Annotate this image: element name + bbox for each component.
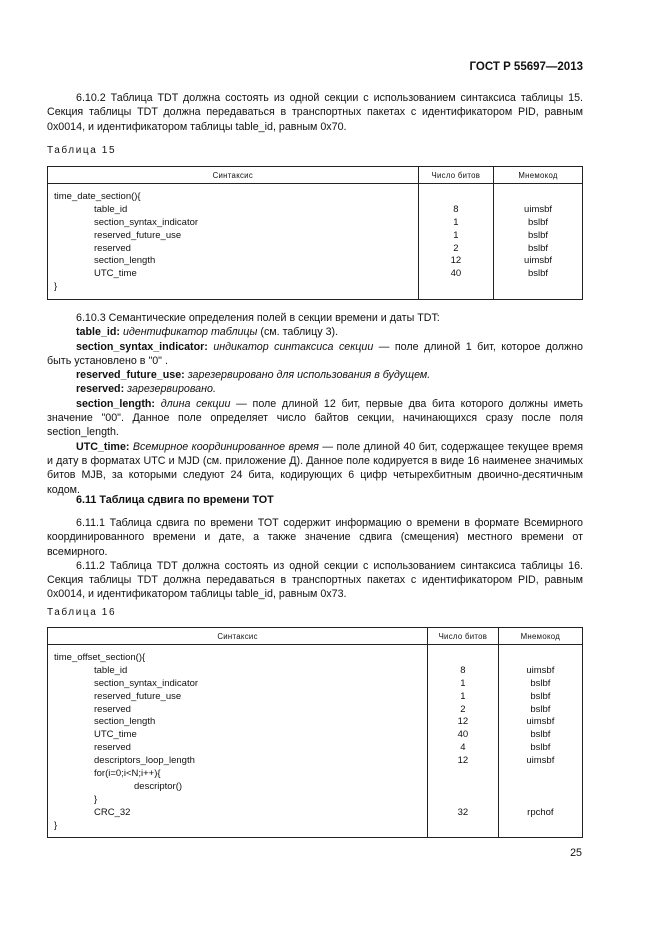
bits-cell: 40 bbox=[418, 267, 493, 280]
table-row bbox=[48, 280, 583, 293]
syntax-cell: time_date_section(){ bbox=[48, 190, 419, 203]
table-row bbox=[48, 677, 583, 690]
mnemonic-cell: bslbf bbox=[494, 242, 583, 255]
spacer-cell bbox=[418, 293, 493, 300]
column-header-bits: Число битов bbox=[418, 167, 493, 184]
syntax-cell: reserved_future_use bbox=[48, 690, 428, 703]
table-row bbox=[48, 741, 583, 754]
table-row bbox=[48, 190, 583, 203]
bits-cell: 2 bbox=[418, 242, 493, 255]
mnemonic-cell bbox=[498, 780, 582, 793]
table-row bbox=[48, 651, 583, 664]
paragraph-text: 6.10.2 Таблица TDT должна состоять из одной секции с использованием синтаксиса таблицы 15. Секция таблицы TDT должна передаваться в транспортных пакетах с идентификатором PID, равным 0x0014, и идентификатором таблицы table_id, равным 0x70. bbox=[47, 92, 583, 133]
table-15-caption: Таблица 15 bbox=[47, 145, 117, 156]
mnemonic-cell: bslbf bbox=[494, 267, 583, 280]
spacer-cell bbox=[48, 831, 428, 838]
mnemonic-cell: uimsbf bbox=[498, 664, 582, 677]
def-section-syntax-indicator: section_syntax_indicator: индикатор синтаксиса секции — поле длиной 1 бит, которое должно быть установлено в "0" . bbox=[47, 340, 583, 367]
table-row bbox=[48, 780, 583, 793]
syntax-cell: section_length bbox=[48, 254, 419, 267]
bits-cell: 4 bbox=[428, 741, 499, 754]
bits-cell bbox=[428, 780, 499, 793]
table-row bbox=[48, 267, 583, 280]
def-utc-time: UTC_time: Всемирное координированное время — поле длиной 40 бит, содержащее текущее время и дату в форматах UTC и MJD (см. приложение Д). Данное поле кодируется в виде 16 наименее значимых битов MJB, за которыми следуют 24 бита, кодирующих 6 цифр четырехбитным двоично-десятичным кодом. bbox=[47, 440, 583, 496]
syntax-cell: UTC_time bbox=[48, 728, 428, 741]
table-16 bbox=[47, 627, 583, 838]
paragraph-6-11-1: 6.11.1 Таблица сдвига по времени ТОТ содержит информацию о времени в формате Всемирного координированного времени и дате, а также значение сдвига (смещения) местного времени от всемирного. bbox=[47, 517, 583, 558]
semantics-section bbox=[47, 311, 583, 497]
bits-cell: 1 bbox=[428, 677, 499, 690]
spacer-cell bbox=[48, 293, 419, 300]
table-row bbox=[48, 819, 583, 832]
mnemonic-cell: uimsbf bbox=[494, 203, 583, 216]
bits-cell: 32 bbox=[428, 806, 499, 819]
bits-cell: 8 bbox=[428, 664, 499, 677]
def-reserved-future-use: reserved_future_use: зарезервировано для использования в будущем. bbox=[76, 369, 431, 382]
table-row bbox=[48, 703, 583, 716]
table-row bbox=[48, 242, 583, 255]
bits-cell: 40 bbox=[428, 728, 499, 741]
syntax-cell: } bbox=[48, 793, 428, 806]
syntax-cell: section_syntax_indicator bbox=[48, 216, 419, 229]
mnemonic-cell: bslbf bbox=[498, 677, 582, 690]
section-6-11-paragraphs bbox=[47, 516, 583, 602]
mnemonic-cell: bslbf bbox=[498, 741, 582, 754]
semantics-intro: 6.10.3 Семантические определения полей в секции времени и даты TDT: bbox=[76, 312, 440, 324]
syntax-cell: reserved bbox=[48, 703, 428, 716]
mnemonic-cell: bslbf bbox=[494, 216, 583, 229]
syntax-cell: reserved_future_use bbox=[48, 229, 419, 242]
page-number: 25 bbox=[570, 847, 582, 859]
paragraph-6-10-2 bbox=[47, 91, 583, 134]
bits-cell: 12 bbox=[428, 754, 499, 767]
spacer-cell bbox=[494, 293, 583, 300]
bits-cell bbox=[418, 190, 493, 203]
column-header-mnemonic: Мнемокод bbox=[498, 628, 582, 645]
mnemonic-cell: uimsbf bbox=[498, 754, 582, 767]
standard-number: ГОСТ Р 55697—2013 bbox=[469, 61, 583, 73]
mnemonic-cell bbox=[498, 819, 582, 832]
mnemonic-cell bbox=[498, 767, 582, 780]
mnemonic-cell: uimsbf bbox=[498, 715, 582, 728]
bits-cell: 1 bbox=[428, 690, 499, 703]
syntax-cell: descriptors_loop_length bbox=[48, 754, 428, 767]
syntax-cell: table_id bbox=[48, 664, 428, 677]
syntax-cell: } bbox=[48, 280, 419, 293]
syntax-cell: time_offset_section(){ bbox=[48, 651, 428, 664]
bits-cell bbox=[418, 280, 493, 293]
bits-cell bbox=[428, 767, 499, 780]
column-header-bits: Число битов bbox=[428, 628, 499, 645]
mnemonic-cell bbox=[498, 651, 582, 664]
syntax-cell: UTC_time bbox=[48, 267, 419, 280]
bits-cell bbox=[428, 793, 499, 806]
table-row bbox=[48, 767, 583, 780]
def-reserved: reserved: зарезервировано. bbox=[76, 383, 216, 396]
table-15-body bbox=[48, 184, 583, 300]
table-row bbox=[48, 806, 583, 819]
mnemonic-cell bbox=[498, 793, 582, 806]
def-table-id: table_id: идентификатор таблицы (см. таблицу 3). bbox=[76, 326, 339, 339]
mnemonic-cell bbox=[494, 190, 583, 203]
syntax-cell: for(i=0;i<N;i++){ bbox=[48, 767, 428, 780]
syntax-cell: section_length bbox=[48, 715, 428, 728]
table-row bbox=[48, 664, 583, 677]
table-15 bbox=[47, 166, 583, 300]
table-row bbox=[48, 754, 583, 767]
bits-cell: 12 bbox=[428, 715, 499, 728]
spacer-row bbox=[48, 831, 583, 838]
mnemonic-cell: uimsbf bbox=[494, 254, 583, 267]
bits-cell: 1 bbox=[418, 216, 493, 229]
bits-cell bbox=[428, 819, 499, 832]
table-row bbox=[48, 203, 583, 216]
syntax-cell: CRC_32 bbox=[48, 806, 428, 819]
def-section-length: section_length: длина секции — поле длиной 12 бит, первые два бита которого должны иметь значение "00". Данное поле определяет число байтов секции, начинающихся сразу после поля section_length. bbox=[47, 397, 583, 439]
syntax-cell: reserved bbox=[48, 741, 428, 754]
table-row bbox=[48, 793, 583, 806]
mnemonic-cell: bslbf bbox=[498, 703, 582, 716]
mnemonic-cell: bslbf bbox=[498, 690, 582, 703]
table-row bbox=[48, 229, 583, 242]
table-16-caption: Таблица 16 bbox=[47, 607, 117, 618]
mnemonic-cell: bslbf bbox=[494, 229, 583, 242]
table-16-body bbox=[48, 645, 583, 838]
syntax-cell: table_id bbox=[48, 203, 419, 216]
table-row bbox=[48, 254, 583, 267]
bits-cell bbox=[428, 651, 499, 664]
bits-cell: 1 bbox=[418, 229, 493, 242]
bits-cell: 2 bbox=[428, 703, 499, 716]
bits-cell: 8 bbox=[418, 203, 493, 216]
column-header-mnemonic: Мнемокод bbox=[494, 167, 583, 184]
paragraph-6-11-2: 6.11.2 Таблица TDT должна состоять из одной секции с использованием синтаксиса таблицы 16. Секция таблицы TDT должна передаваться в транспортных пакетах с идентификатором PID, равным 0x0014, и идентификатором таблицы table_id, равным 0x73. bbox=[47, 559, 583, 601]
column-header-syntax: Синтаксис bbox=[48, 628, 428, 645]
table-row bbox=[48, 728, 583, 741]
section-6-11-heading: 6.11 Таблица сдвига по времени ТОТ bbox=[76, 494, 274, 506]
column-header-syntax: Синтаксис bbox=[48, 167, 419, 184]
mnemonic-cell: bslbf bbox=[498, 728, 582, 741]
syntax-cell: section_syntax_indicator bbox=[48, 677, 428, 690]
spacer-cell bbox=[498, 831, 582, 838]
table-row bbox=[48, 216, 583, 229]
table-row bbox=[48, 715, 583, 728]
syntax-cell: } bbox=[48, 819, 428, 832]
bits-cell: 12 bbox=[418, 254, 493, 267]
spacer-row bbox=[48, 293, 583, 300]
mnemonic-cell: rpchof bbox=[498, 806, 582, 819]
syntax-cell: descriptor() bbox=[48, 780, 428, 793]
syntax-cell: reserved bbox=[48, 242, 419, 255]
spacer-cell bbox=[428, 831, 499, 838]
mnemonic-cell bbox=[494, 280, 583, 293]
table-row bbox=[48, 690, 583, 703]
